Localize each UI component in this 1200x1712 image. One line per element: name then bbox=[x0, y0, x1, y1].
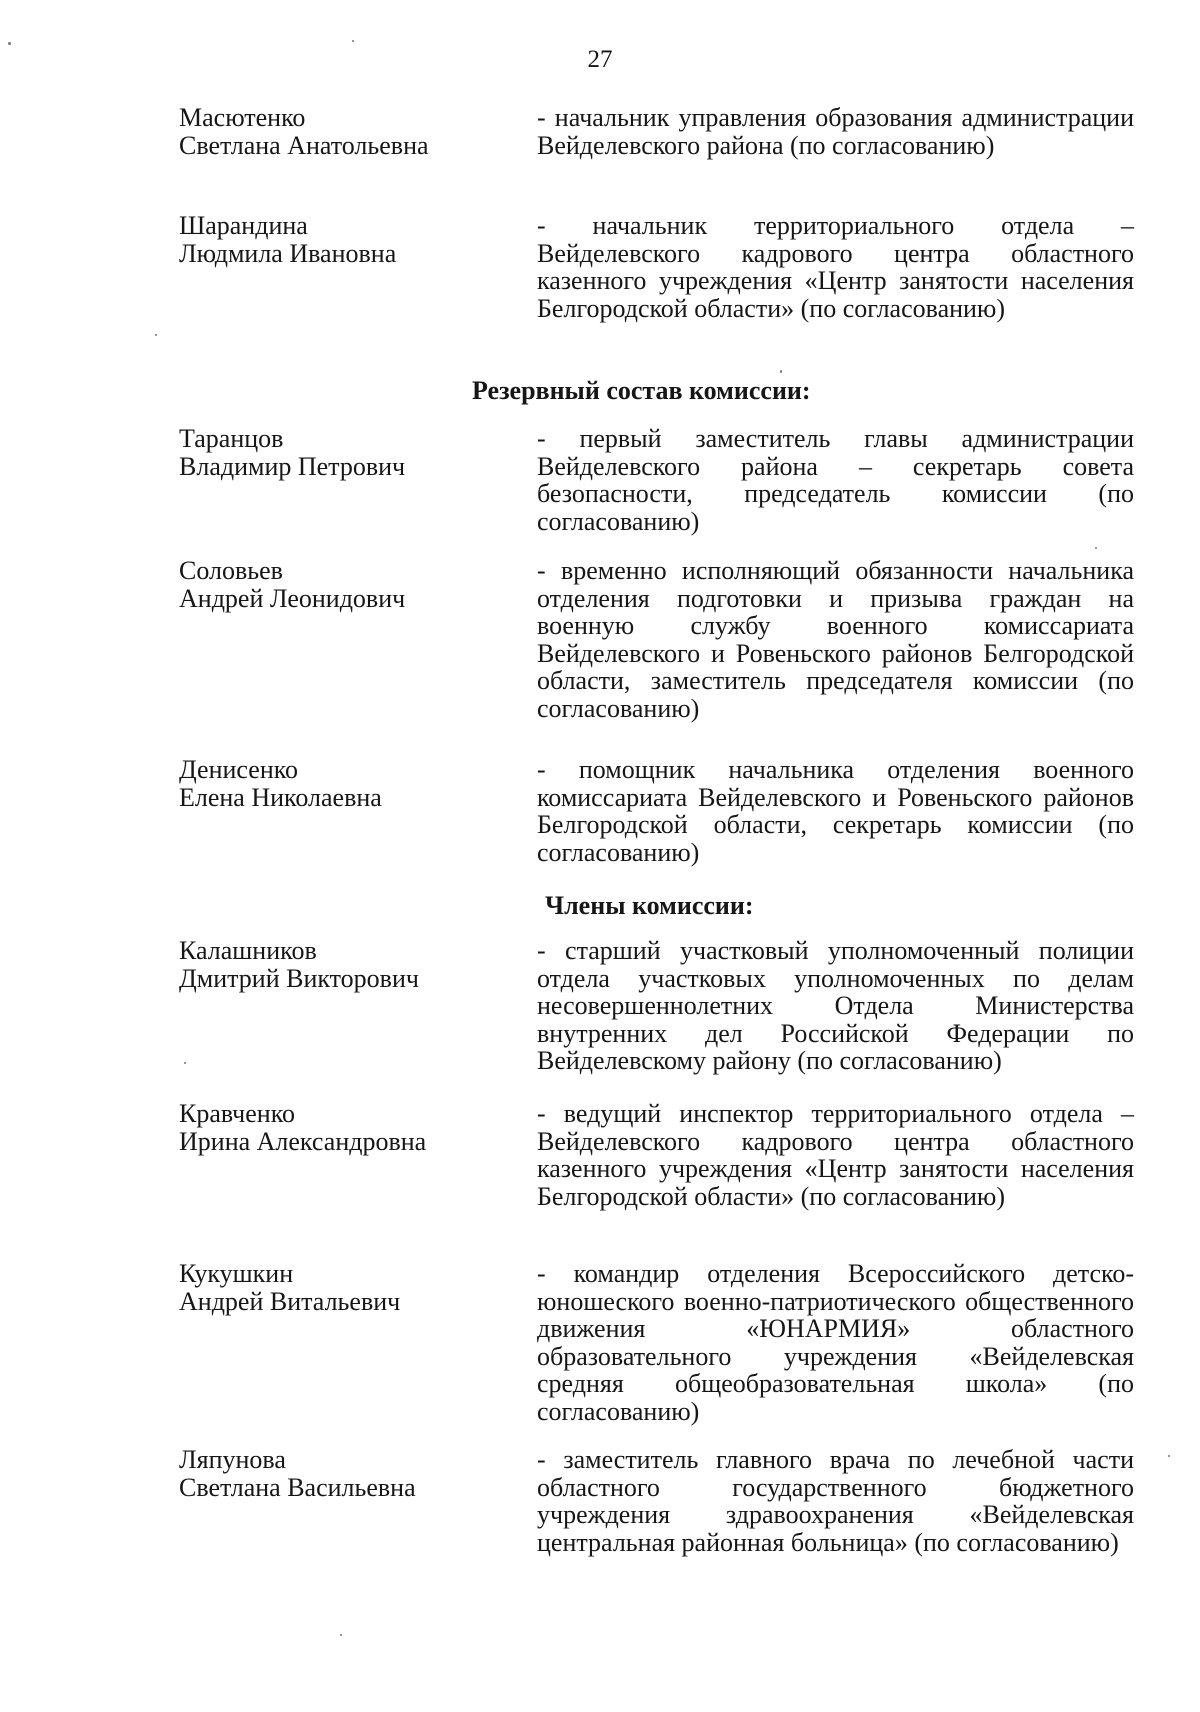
person-position: - первый заместитель главы администрации Вейделевского района – секретарь совета безопасности, председатель комиссии (по согласованию) bbox=[537, 424, 1134, 536]
scan-speck bbox=[1095, 547, 1097, 549]
person-name bbox=[179, 756, 499, 811]
person-given-names: Елена Николаевна bbox=[179, 782, 382, 812]
scan-speck bbox=[340, 1634, 342, 1636]
members-section-heading: Члены комиссии: bbox=[545, 891, 754, 920]
person-name bbox=[179, 1260, 499, 1315]
person-position: - временно исполняющий обязанности начальника отделения подготовки и призыва граждан на военную службу военного комиссариата Вейделевского и Ровеньского районов Белгородской области, заместитель председателя комиссии (по согласованию) bbox=[537, 556, 1134, 723]
person-surname: Таранцов bbox=[179, 424, 284, 453]
person-surname: Шарандина bbox=[179, 211, 308, 240]
person-surname: Ляпунова bbox=[179, 1445, 286, 1474]
scan-speck bbox=[352, 40, 354, 42]
scan-speck bbox=[184, 1062, 186, 1064]
person-position: - начальник управления образования администрации Вейделевского района (по согласованию) bbox=[537, 103, 1134, 160]
person-given-names: Андрей Леонидович bbox=[179, 583, 406, 613]
person-name bbox=[179, 212, 499, 267]
person-position: - старший участковый уполномоченный полиции отдела участковых уполномоченных по делам несовершеннолетних Отдела Министерства внутренних дел Российской Федерации по Вейделевскому району (по согласованию) bbox=[537, 936, 1134, 1075]
person-name bbox=[179, 937, 499, 992]
person-given-names: Андрей Витальевич bbox=[179, 1286, 401, 1316]
person-surname: Соловьев bbox=[179, 556, 283, 585]
person-given-names: Владимир Петрович bbox=[179, 451, 406, 481]
person-name bbox=[179, 104, 499, 159]
person-name bbox=[179, 1100, 499, 1155]
person-surname: Денисенко bbox=[179, 755, 299, 784]
reserve-section-heading: Резервный состав комиссии: bbox=[472, 376, 811, 405]
person-name bbox=[179, 557, 499, 612]
person-name bbox=[179, 1446, 499, 1501]
person-position: - начальник территориального отдела – Вейделевского кадрового центра областного казенного учреждения «Центр занятости населения Белгородской области» (по согласованию) bbox=[537, 211, 1134, 323]
person-given-names: Светлана Васильевна bbox=[179, 1472, 416, 1502]
person-surname: Кравченко bbox=[179, 1099, 296, 1128]
person-surname: Калашников bbox=[179, 936, 317, 965]
scan-speck bbox=[8, 42, 11, 45]
scan-speck bbox=[780, 370, 782, 373]
scan-speck bbox=[1168, 1455, 1170, 1457]
page-number: 27 bbox=[587, 46, 613, 73]
person-given-names: Дмитрий Викторович bbox=[179, 963, 419, 993]
person-position: - командир отделения Всероссийского детско-юношеского военно-патриотического общественного движения «ЮНАРМИЯ» областного образовательного учреждения «Вейделевская средняя общеобразовательная школа» (по согласованию) bbox=[537, 1259, 1134, 1426]
person-surname: Масютенко bbox=[179, 103, 306, 132]
person-given-names: Светлана Анатольевна bbox=[179, 130, 429, 160]
person-position: - заместитель главного врача по лечебной части областного государственного бюджетного учреждения здравоохранения «Вейделевская центральная районная больница» (по согласованию) bbox=[537, 1445, 1134, 1557]
person-given-names: Ирина Александровна bbox=[179, 1126, 427, 1156]
person-position: - помощник начальника отделения военного комиссариата Вейделевского и Ровеньского районов Белгородской области, секретарь комиссии (по согласованию) bbox=[537, 755, 1134, 867]
person-name bbox=[179, 425, 499, 480]
person-position: - ведущий инспектор территориального отдела – Вейделевского кадрового центра областного казенного учреждения «Центр занятости населения Белгородской области» (по согласованию) bbox=[537, 1099, 1134, 1211]
person-surname: Кукушкин bbox=[179, 1259, 294, 1288]
person-given-names: Людмила Ивановна bbox=[179, 238, 397, 268]
scan-speck bbox=[155, 334, 157, 336]
